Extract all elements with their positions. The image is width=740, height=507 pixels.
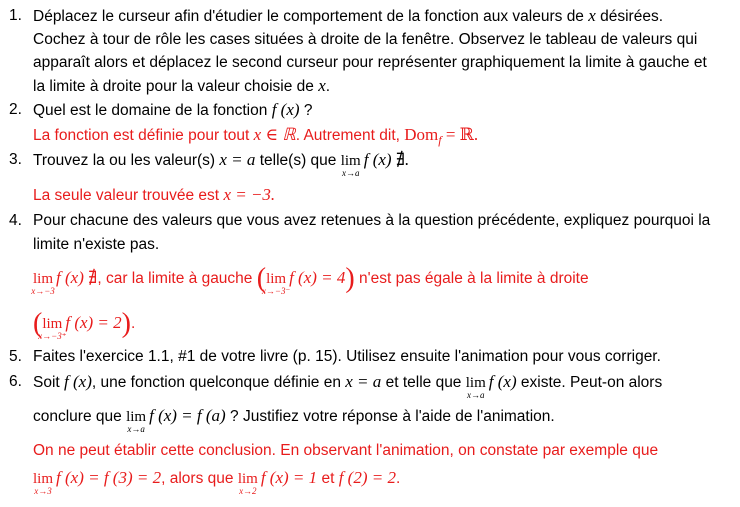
item-4-answer-2: [33, 308, 136, 341]
item-3-q-b: telle(s) que: [259, 152, 337, 169]
item-6-limexpr2: f (x) = f (a): [149, 406, 226, 425]
item-6-limit: [465, 375, 486, 400]
lim-sub: x→−3⁺: [38, 331, 67, 341]
item-6-line-1: [33, 372, 663, 400]
item-6-xa: x = a: [345, 372, 382, 391]
item-number-3: 3.: [9, 151, 22, 168]
item-1-line-3: apparaît alors et déplacez le second curseur pour représenter graphiquement la limite à gauche et: [33, 54, 707, 71]
item-3-question: [33, 150, 410, 178]
item-4-answer-1: [31, 263, 589, 296]
item-1-var-2: x: [318, 76, 326, 95]
item-1-line-1: [33, 6, 663, 27]
item-5-text: Faites l'exercice 1.1, #1 de votre livre (p. 15). Utilisez ensuite l'animation pour vous corriger.: [33, 348, 661, 365]
lim-sub: x→−3: [31, 286, 55, 296]
item-1-var: x: [588, 6, 596, 25]
lim-word: lim: [465, 375, 486, 391]
item-4-end: .: [130, 315, 136, 332]
lim-sub: x→a: [127, 424, 145, 434]
item-6-f: ? Justifiez votre réponse à l'aide de l'animation.: [230, 408, 555, 425]
item-2-dom-sub: f: [438, 133, 442, 148]
item-2-answer-b: . Autrement dit,: [295, 127, 400, 144]
item-number-5: 5.: [9, 348, 22, 365]
item-4-expr-a: f (x) ∄: [56, 268, 98, 287]
item-4-limit-c: [38, 316, 67, 341]
paren-close-icon: ): [345, 263, 355, 294]
item-1-line-2: Cochez à tour de rôle les cases situées à droite de la fenêtre. Observez le tableau de valeurs qui: [33, 31, 698, 48]
lim-word: lim: [340, 153, 361, 169]
item-1-period: .: [325, 78, 331, 95]
item-4-limit-b: [261, 271, 291, 296]
item-number-1: 1.: [9, 7, 22, 24]
item-6-limit-3: [33, 471, 54, 496]
lim-word: lim: [237, 471, 258, 487]
item-6-a: Soit: [33, 374, 60, 391]
item-4-line-2: limite n'existe pas.: [33, 236, 160, 253]
item-6-e: conclure que: [33, 408, 122, 425]
item-6-limexpr: f (x): [488, 372, 517, 391]
item-4-line-1: Pour chacune des valeurs que vous avez retenues à la question précédente, expliquez pourquoi la: [33, 212, 711, 229]
lim-sub: x→a: [467, 390, 485, 400]
item-6-limit-4: [237, 471, 258, 496]
item-number-6: 6.: [9, 373, 22, 390]
item-6-fx: f (x): [64, 372, 92, 391]
item-2-question-text: Quel est le domaine de la fonction: [33, 102, 268, 119]
item-6-end: .: [395, 470, 401, 487]
paren-open-icon: (: [33, 308, 43, 339]
item-3-q-math: x = a: [219, 150, 256, 169]
item-6-and: et: [321, 470, 335, 487]
item-6-d: existe. Peut-on alors: [520, 374, 663, 391]
item-1-tail: désirées.: [600, 8, 664, 25]
item-3-answer-text: La seule valeur trouvée est: [33, 187, 220, 204]
item-1-text-1: Déplacez le curseur afin d'étudier le comportement de la fonction aux valeurs de: [33, 8, 584, 25]
item-number-4: 4.: [9, 212, 22, 229]
item-6-limit-2: [126, 409, 147, 434]
item-1-line-4: [33, 76, 330, 97]
item-3-answer-math: x = −3.: [223, 185, 276, 204]
item-2-answer: [33, 125, 478, 150]
item-2-answer-math: x ∈ ℝ: [253, 125, 296, 144]
item-2-question: [33, 100, 312, 121]
item-6-expr2: f (x) = 1: [260, 468, 318, 487]
item-4-expr-c: f (x) = 2: [65, 313, 122, 332]
item-4-text-a: , car la limite à gauche: [97, 270, 253, 287]
lim-sub: x→2: [239, 486, 257, 496]
item-4-expr-b: f (x) = 4: [289, 268, 346, 287]
item-number-2: 2.: [9, 101, 22, 118]
item-3-limit: [340, 153, 361, 178]
item-4-limit-a: [31, 271, 55, 296]
item-6-b: , une fonction quelconque définie en: [91, 374, 341, 391]
item-6-c: et telle que: [385, 374, 462, 391]
item-6-answer-2: [33, 468, 401, 496]
lim-sub: x→−3⁻: [261, 286, 291, 296]
item-6-expr4: f (2) = 2: [338, 468, 396, 487]
item-6-line-2: [33, 406, 555, 434]
lim-word: lim: [42, 316, 63, 332]
item-2-answer-a: La fonction est définie pour tout: [33, 127, 250, 144]
lim-sub: x→a: [341, 168, 360, 178]
item-3-answer: [33, 185, 275, 206]
paren-close-icon: ): [121, 308, 131, 339]
lim-word: lim: [33, 271, 54, 287]
paren-open-icon: (: [256, 263, 267, 294]
item-2-dom-eq: = ℝ.: [445, 125, 479, 144]
item-3-q-a: Trouvez la ou les valeur(s): [33, 152, 216, 169]
item-2-fx: f (x): [271, 100, 300, 119]
item-6-mid: , alors que: [161, 470, 234, 487]
item-6-expr3: f (x) = f (3) = 2: [56, 468, 162, 487]
item-2-qmark: ?: [303, 102, 313, 119]
item-3-lim-expr: f (x) ∄.: [363, 150, 410, 169]
lim-word: lim: [33, 471, 54, 487]
item-4-text-b: n'est pas égale à la limite à droite: [359, 270, 589, 287]
item-6-answer-1: On ne peut établir cette conclusion. En observant l'animation, on constate par exemple que: [33, 442, 659, 459]
item-1-text-4: la limite à droite pour la valeur choisie de: [33, 78, 314, 95]
item-2-dom: Dom: [404, 125, 439, 144]
lim-word: lim: [126, 409, 147, 425]
lim-sub: x→3: [34, 486, 52, 496]
lim-word: lim: [266, 271, 287, 287]
